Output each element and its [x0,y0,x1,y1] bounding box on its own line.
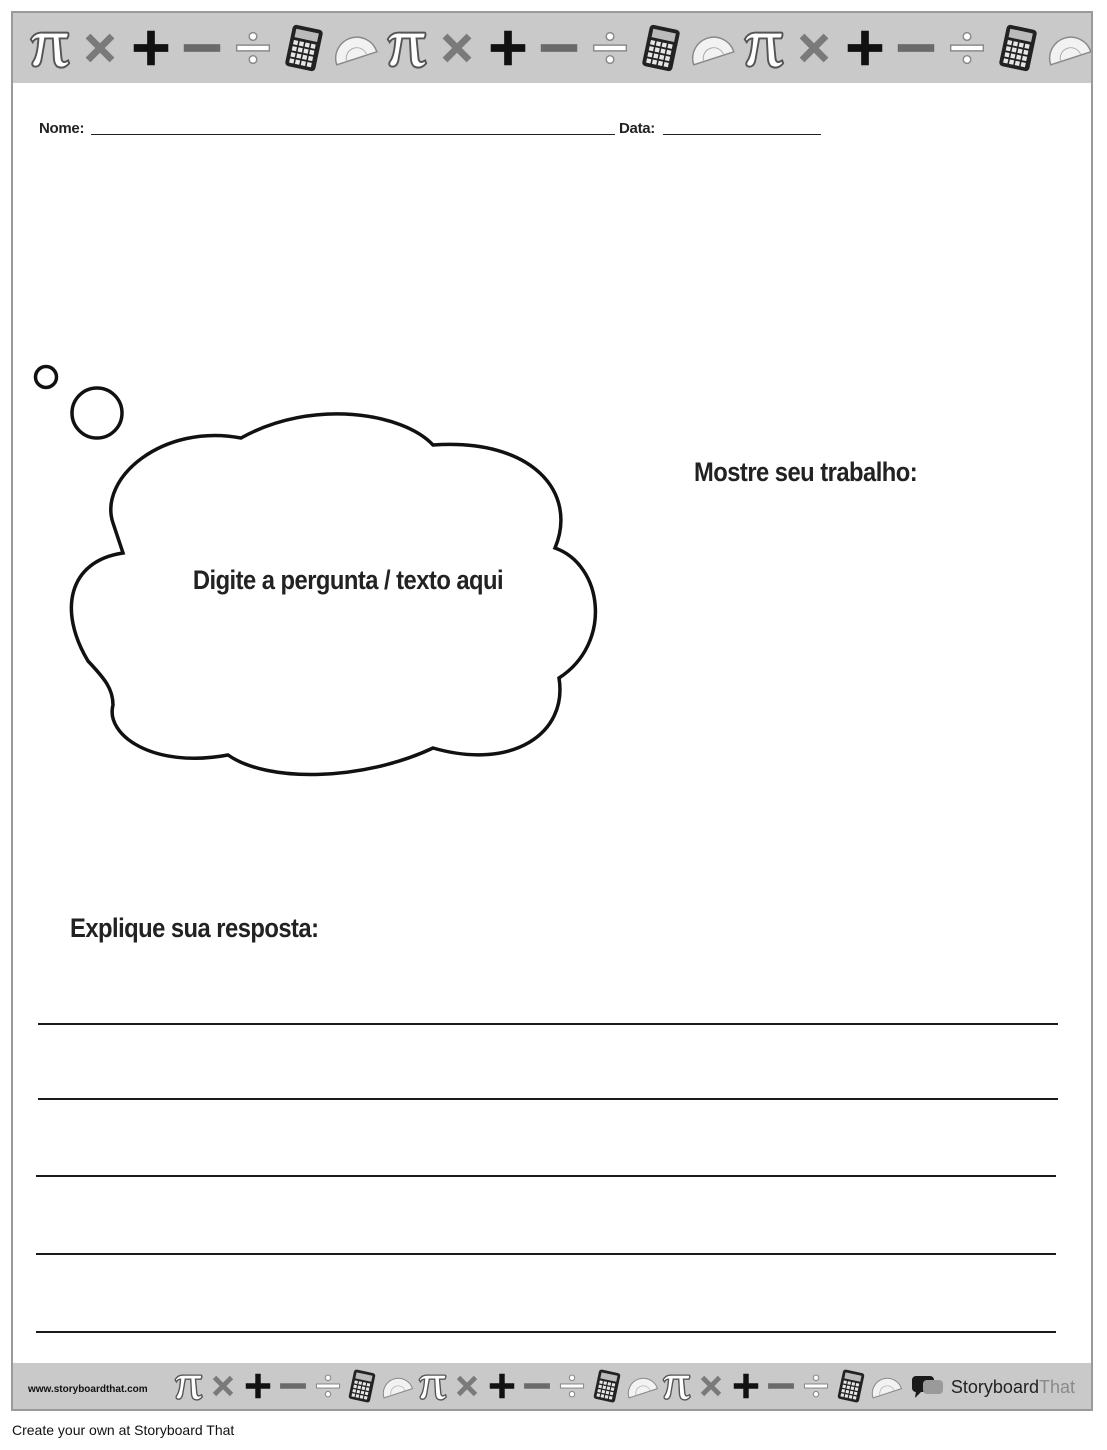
storyboardthat-logo[interactable] [911,1375,1075,1399]
top-decor-band [13,13,1091,83]
answer-line[interactable] [38,1098,1058,1100]
plus-icon [729,1369,763,1403]
protractor-icon [1045,24,1091,72]
calculator-icon [590,1369,624,1403]
times-icon [206,1369,240,1403]
brand-that: That [1038,1376,1075,1397]
divide-icon [555,1369,589,1403]
plus-icon [127,24,175,72]
name-label: Nome: [39,120,85,137]
plus-icon [484,24,532,72]
times-icon [433,24,481,72]
answer-line[interactable] [38,1023,1058,1025]
question-text-box[interactable]: Digite a pergunta / texto aqui [192,565,504,595]
calculator-icon [280,24,328,72]
calculator-icon [637,24,685,72]
minus-icon [276,1369,310,1403]
plus-icon [841,24,889,72]
plus-icon [241,1369,275,1403]
minus-icon [764,1369,798,1403]
date-field[interactable] [663,134,821,135]
divide-icon [943,24,991,72]
minus-icon [892,24,940,72]
pi-icon [171,1369,205,1403]
times-icon [694,1369,728,1403]
answer-line[interactable] [36,1331,1056,1333]
times-icon [450,1369,484,1403]
answer-line[interactable] [36,1175,1056,1177]
date-label: Data: [619,120,656,137]
protractor-icon [869,1369,903,1403]
times-icon [76,24,124,72]
calculator-icon [834,1369,868,1403]
create-caption[interactable]: Create your own at Storyboard That [12,1422,235,1438]
site-url[interactable]: www.storyboardthat.com [28,1384,148,1395]
work-area[interactable] [673,513,1073,873]
calculator-icon [345,1369,379,1403]
divide-icon [311,1369,345,1403]
protractor-icon [688,24,736,72]
thought-bubble-small [36,367,57,388]
plus-icon [485,1369,519,1403]
pi-icon [382,24,430,72]
minus-icon [535,24,583,72]
divide-icon [586,24,634,72]
protractor-icon [380,1369,414,1403]
protractor-icon [625,1369,659,1403]
minus-icon [178,24,226,72]
pi-icon [415,1369,449,1403]
pi-icon [739,24,787,72]
answer-line[interactable] [36,1253,1056,1255]
divide-icon [229,24,277,72]
speech-bubble-logo-icon [911,1375,945,1399]
name-field[interactable] [91,134,615,135]
thought-cloud [13,343,633,783]
bottom-icon-strip [171,1363,904,1409]
times-icon [790,24,838,72]
protractor-icon [331,24,379,72]
calculator-icon [994,24,1042,72]
pi-icon [659,1369,693,1403]
brand-storyboard: Storyboard [950,1376,1039,1397]
minus-icon [520,1369,554,1403]
pi-icon [25,24,73,72]
show-work-heading: Mostre seu trabalho: [694,457,918,487]
divide-icon [799,1369,833,1403]
thought-bubble-medium [72,388,122,438]
worksheet-page [11,11,1093,1411]
explain-heading: Explique sua resposta: [70,913,319,943]
